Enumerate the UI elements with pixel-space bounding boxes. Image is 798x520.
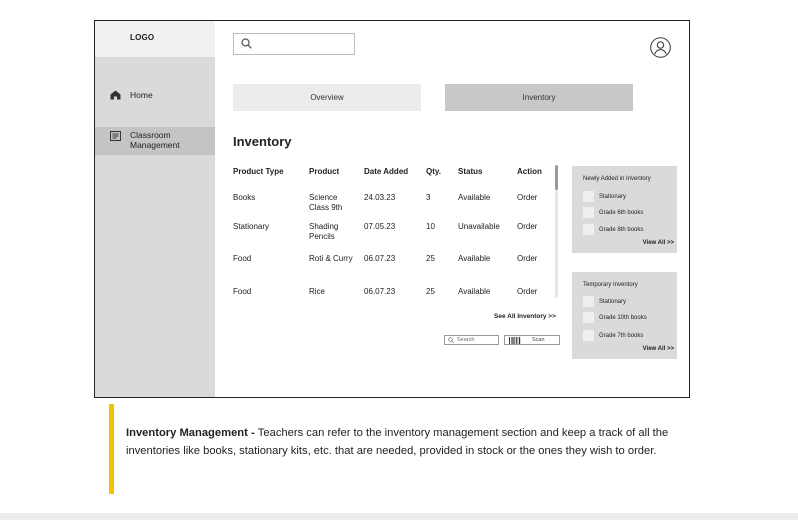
scan-button[interactable] [504,335,560,345]
newly-added-panel [572,166,677,253]
inventory-search-input[interactable] [444,335,499,345]
table-cell-product: Rice [309,287,326,296]
column-header-qty: Qty. [426,167,441,176]
table-cell-qty: 10 [426,222,435,231]
temporary-inventory-panel [572,272,677,359]
column-header-product-type: Product Type [233,167,284,176]
sidebar-item-home[interactable] [95,85,215,107]
list-item-label: Stationary [599,193,627,200]
logo[interactable] [95,21,215,57]
barcode-icon [509,337,521,344]
scan-label: Scan [532,337,545,343]
panel-title: Newly Added in Inventory [583,176,651,182]
checkbox[interactable] [583,207,594,218]
checkbox[interactable] [583,312,594,323]
checkbox[interactable] [583,191,594,202]
accent-bar [109,404,114,494]
see-all-inventory-link[interactable]: See All Inventory >> [494,313,556,320]
column-header-product: Product [309,167,340,176]
page-footer-strip [0,513,798,520]
list-item[interactable] [583,224,643,235]
sidebar [95,21,215,397]
table-cell-qty: 3 [426,193,431,202]
list-item[interactable] [583,296,626,307]
table-cell-type: Stationary [233,222,270,231]
page-title: Inventory [233,134,292,149]
table-cell-type: Food [233,254,252,263]
list-item-label: Grade 7th books [599,332,644,339]
table-cell-qty: 25 [426,287,435,296]
sidebar-item-classroom-management[interactable] [95,127,215,155]
logo-text: LOGO [130,33,155,42]
list-item-label: Grade 8th books [599,226,644,233]
table-cell-date: 06.07.23 [364,287,396,296]
list-item-label: Grade 10th books [599,314,647,321]
search-icon [241,38,252,49]
checkbox[interactable] [583,296,594,307]
table-cell-date: 06.07.23 [364,254,396,263]
table-scrollbar-thumb[interactable] [555,165,558,190]
user-avatar-icon[interactable] [650,37,671,58]
feature-body: Teachers can refer to the inventory management section and keep a track of all the inventories like books, stationary kits, etc. that are needed, provided in stock or the ones they wish to order. [126,427,669,457]
order-button[interactable]: Order [517,222,538,231]
order-button[interactable]: Order [517,193,538,202]
table-cell-date: 07.05.23 [364,222,396,231]
view-all-link[interactable]: View All >> [642,346,674,352]
tab-overview[interactable]: Overview [233,84,421,111]
table-cell-status: Unavailable [458,222,500,231]
list-item[interactable] [583,191,626,202]
order-button[interactable]: Order [517,287,538,296]
classroom-icon [110,131,121,141]
home-icon [110,90,121,100]
table-cell-type: Food [233,287,252,296]
search-icon [448,337,454,343]
order-button[interactable]: Order [517,254,538,263]
table-cell-status: Available [458,193,491,202]
column-header-action: Action [517,167,542,176]
checkbox[interactable] [583,224,594,235]
table-cell-status: Available [458,254,491,263]
inventory-search-placeholder: Search [457,337,475,343]
table-cell-qty: 25 [426,254,435,263]
feature-description [126,425,692,460]
list-item[interactable] [583,207,643,218]
table-cell-product: Roti & Curry [309,254,353,263]
search-input[interactable] [233,33,355,55]
list-item[interactable] [583,312,647,323]
panel-title: Temporary Inventory [583,282,638,288]
app-window [94,20,690,398]
list-item[interactable] [583,330,643,341]
table-cell-status: Available [458,287,491,296]
sidebar-item-label: Classroom Management [130,130,180,150]
tab-inventory[interactable]: Inventory [445,84,633,111]
list-item-label: Stationary [599,298,627,305]
table-cell-date: 24.03.23 [364,193,396,202]
feature-title: Inventory Management - [126,427,258,439]
column-header-status: Status [458,167,483,176]
sidebar-item-label: Home [130,90,153,100]
list-item-label: Grade 6th books [599,209,644,216]
checkbox[interactable] [583,330,594,341]
table-cell-type: Books [233,193,256,202]
column-header-date-added: Date Added [364,167,409,176]
table-cell-product: Science Class 9th [309,193,343,212]
view-all-link[interactable]: View All >> [642,240,674,246]
table-cell-product: Shading Pencils [309,222,339,241]
